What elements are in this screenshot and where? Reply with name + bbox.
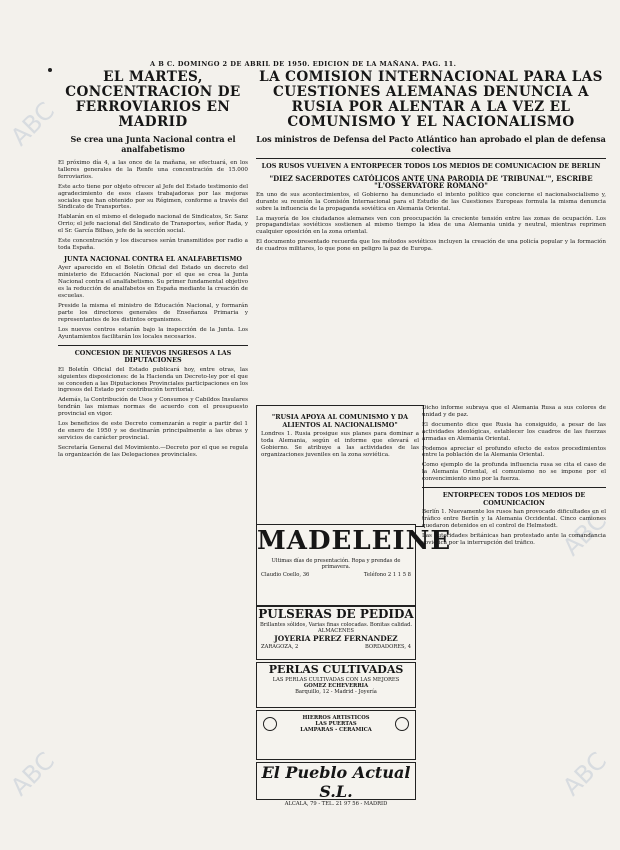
- ad-madeleine: [256, 524, 452, 606]
- main-headline: LA COMISION INTERNACIONAL PARA LAS CUESTIONES ALEMANAS DENUNCIA A RUSIA POR ALENTAR A LA VEZ EL COMUNISMO Y EL NACIONALISMO: [259, 70, 603, 130]
- main-section-title: LOS RUSOS VUELVEN A ENTORPECER TODOS LOS MEDIOS DE COMUNICACION DE BERLIN: [261, 162, 601, 170]
- left-column: [58, 70, 248, 840]
- left-paragraph-8: El Boletín Oficial del Estado publicará hoy, entre otras, las siguientes disposiciones: de la Hacienda un Decreto-ley por el que se conceden a las Diputaciones Provinciales participaciones en los ingresos del Estado por contribución territorial.: [58, 366, 248, 394]
- box-headline: "RUSIA APOYA AL COMUNISMO Y DA ALIENTOS AL NACIONALISMO": [271, 413, 409, 429]
- left-paragraph-2: Este acto tiene por objeto ofrecer al Jefe del Estado testimonio del agradecimiento de esos clases trabajadoras por las mejoras sociales que han obtenido por su Régimen, conforme a través del Sindicato de Transportes.: [58, 183, 248, 211]
- right-subhead: ENTORPECEN TODOS LOS MEDIOS DE COMUNICACION: [442, 491, 586, 507]
- left-paragraph-1: El próximo día 4, a las once de la mañana, se efectuará, en los talleres generales de la Renfe una concentración de 15.000 ferroviarios.: [58, 160, 248, 180]
- main-quote-title: "DIEZ SACERDOTES CATÓLICOS ANTE UNA PARODIA DE 'TRIBUNAL'", ESCRIBE "L'OSSERVATORE ROMANO": [269, 173, 593, 191]
- box-paragraph: Londres 1. Rusia prosigue sus planes para dominar a toda Alemania, según el informe que elevará el Gobierno. Se atribuye a las actividades de las organizaciones juveniles en la zona soviética.: [261, 431, 419, 458]
- pulseras-address-2: BORDADORES, 4: [364, 644, 411, 651]
- right-paragraph-1: Dicho informe subraya que el Alemania Rusa a sus colores de unidad y de paz.: [422, 405, 606, 418]
- right-column: [422, 405, 606, 835]
- left-paragraph-11: Secretaría General del Movimiento.—Decreto por el que se regula la organización de las Delegaciones provinciales.: [58, 444, 248, 458]
- madeleine-logo: MADELEINE: [257, 526, 452, 556]
- box-article: [256, 405, 424, 527]
- hierros-line-3: LAMPARAS - CERAMICA: [300, 727, 372, 734]
- ad-hierros: [256, 710, 416, 760]
- perlas-address: Barquillo, 12 - Madrid - Joyería: [295, 689, 377, 696]
- right-paragraph-6: Las autoridades británicas han protestado ante la comandancia soviética por la interrupción del tráfico.: [422, 532, 606, 546]
- madeleine-address: Claudio Coello, 36: [261, 572, 310, 579]
- right-paragraph-4: Como ejemplo de la profunda influencia rusa se cita el caso de la Alemania Oriental, el comunismo no se impone por el convencimiento sino por la fuerza.: [422, 462, 606, 483]
- pulseras-title: PULSERAS DE PEDIDA: [258, 607, 414, 621]
- left-paragraph-7: Los nuevos centros estarán bajo la inspección de la Junta. Los Ayuntamientos facilitarán los locales necesarios.: [58, 326, 248, 340]
- perlas-sub: LAS PERLAS CULTIVADAS CON LAS MEJORES: [272, 677, 400, 683]
- main-paragraph-3: El documento presentado recuerda que los métodos soviéticos incluyen la creación de una policía popular y la formación de cuadros militares, lo que pone en peligro la paz de Europa.: [256, 239, 606, 253]
- left-paragraph-6: Preside la misma el ministro de Educación Nacional, y formarán parte los directores generales de Enseñanza Primaria y representantes de los distintos organismos.: [58, 303, 248, 323]
- perlas-name: GOMEZ ECHEVERRIA: [303, 683, 369, 690]
- left-paragraph-4: Este concentración y los discursos serán transmitidos por radio a toda España.: [58, 238, 248, 251]
- pueblo-logo: El Pueblo Actual S.L.: [261, 763, 411, 801]
- pueblo-address: ALCALA, 79 - TEL. 21 97 56 - MADRID: [284, 801, 388, 807]
- left-subhead: Se crea una Junta Nacional contra el analfabetismo: [70, 134, 236, 154]
- hierros-line-1: HIERROS ARTISTICOS: [302, 715, 370, 721]
- ad-perlas: [256, 662, 416, 708]
- dot-1: [48, 68, 52, 72]
- hierros-line-2: LAS PUERTAS: [315, 721, 357, 728]
- perlas-title: PERLAS CULTIVADAS: [268, 663, 404, 676]
- pulseras-name: JOYERIA PEREZ FERNANDEZ: [274, 634, 398, 644]
- madeleine-phone: Teléfono 2 1 1 5 8: [363, 572, 411, 579]
- left-subhead-3: CONCESION DE NUEVOS INGRESOS A LAS DIPUTACIONES: [74, 348, 232, 365]
- right-rule: [422, 487, 606, 488]
- main-paragraph-1: En uno de sus acontecimientos, el Gobierno ha denunciado el intento político que concierne el nacionalsocialismo y, durante su reunión la Comisión Internacional para el Estudio de las Cuestiones Europeas formula la misma denuncia sobre la influencia de la propaganda soviética en Alemania Oriental.: [256, 191, 606, 212]
- right-paragraph-5: Berlín 1. Nuevamente los rusos han provocado dificultades en el tráfico entre Berlín y la Alemania Occidental. Cinco camiones quedaron detenidos en el control de Helmstedt.: [422, 509, 606, 530]
- left-subhead-2: JUNTA NACIONAL CONTRA EL ANALFABETISMO: [64, 254, 242, 263]
- main-paragraph-2: La mayoría de los ciudadanos alemanes ven con preocupación la creciente tensión entre las zonas de ocupación. Los propagandistas soviéticos sostienen al mismo tiempo la idea de una Alemania unida y neutral, mientras reprimen cualquier oposición en la zona oriental.: [256, 215, 606, 236]
- main-rule-1: [256, 158, 606, 159]
- hierros-emblem-right-icon: [395, 717, 409, 731]
- watermark-right-bottom: ABC: [557, 746, 612, 802]
- pulseras-address-1: ZARAGOZA, 2: [261, 644, 299, 651]
- watermark-right-mid: ABC: [557, 506, 612, 562]
- left-paragraph-9: Además, la Contribución de Usos y Consumos y Cabildos Insulares tendrán las mismas normas de acuerdo con el presupuesto provincial en vigor.: [58, 397, 248, 418]
- left-paragraph-10: Los beneficios de este Decreto comenzarán a regir a partir del 1 de enero de 1950 y se destinarán principalmente a las obras y servicios de carácter provincial.: [58, 421, 248, 441]
- left-headline: EL MARTES, CONCENTRACION DE FERROVIARIOS EN MADRID: [65, 70, 241, 130]
- hierros-emblem-left-icon: [263, 717, 277, 731]
- main-article: [256, 70, 606, 400]
- running-header: A B C. DOMINGO 2 DE ABRIL DE 1950. EDICION DE LA MAÑANA. PAG. 11.: [150, 60, 457, 68]
- watermark-left-top: ABC: [5, 96, 60, 152]
- madeleine-sub: Ultimas días de presentación. Ropa y prendas de primavera.: [271, 558, 401, 571]
- left-paragraph-5: Ayer aparecido en el Boletín Oficial del Estado un decreto del ministerio de Educación Nacional por el que se crea la Junta Nacional contra el analfabetismo. Su primer fundamental objetivo es la reducción de analfabetos en España mediante la creación de escuelas.: [58, 265, 248, 300]
- main-subhead: Los ministros de Defensa del Pacto Atlántico han aprobado el plan de defensa colectiva: [256, 134, 606, 154]
- pulseras-sub: Brillantes sólidos, Varias finas colocadas. Bonitas calidad. ALMACENES: [259, 622, 413, 635]
- ad-pulseras: [256, 606, 416, 660]
- right-paragraph-2: El documento dice que Rusia ha consiguido, a pesar de las actividades ideológicas, establecer los cuadros de las fuerzas armadas en Alemania Oriental.: [422, 421, 606, 442]
- left-paragraph-3: Hablarán en el mismo el delegado nacional de Sindicatos, Sr. Sanz Orrio; el jefe nacional del Sindicato de Transportes, señor Rada, y el Sr. García Bilbao, jefe de la sección social.: [58, 214, 248, 235]
- watermark-left-bottom: ABC: [5, 746, 60, 802]
- right-paragraph-3: Podemos apreciar el profundo efecto de estos procedimientos entre la población de la Alemania Oriental.: [422, 445, 606, 459]
- ad-pueblo-actual: [256, 762, 416, 807]
- left-rule: [58, 345, 248, 346]
